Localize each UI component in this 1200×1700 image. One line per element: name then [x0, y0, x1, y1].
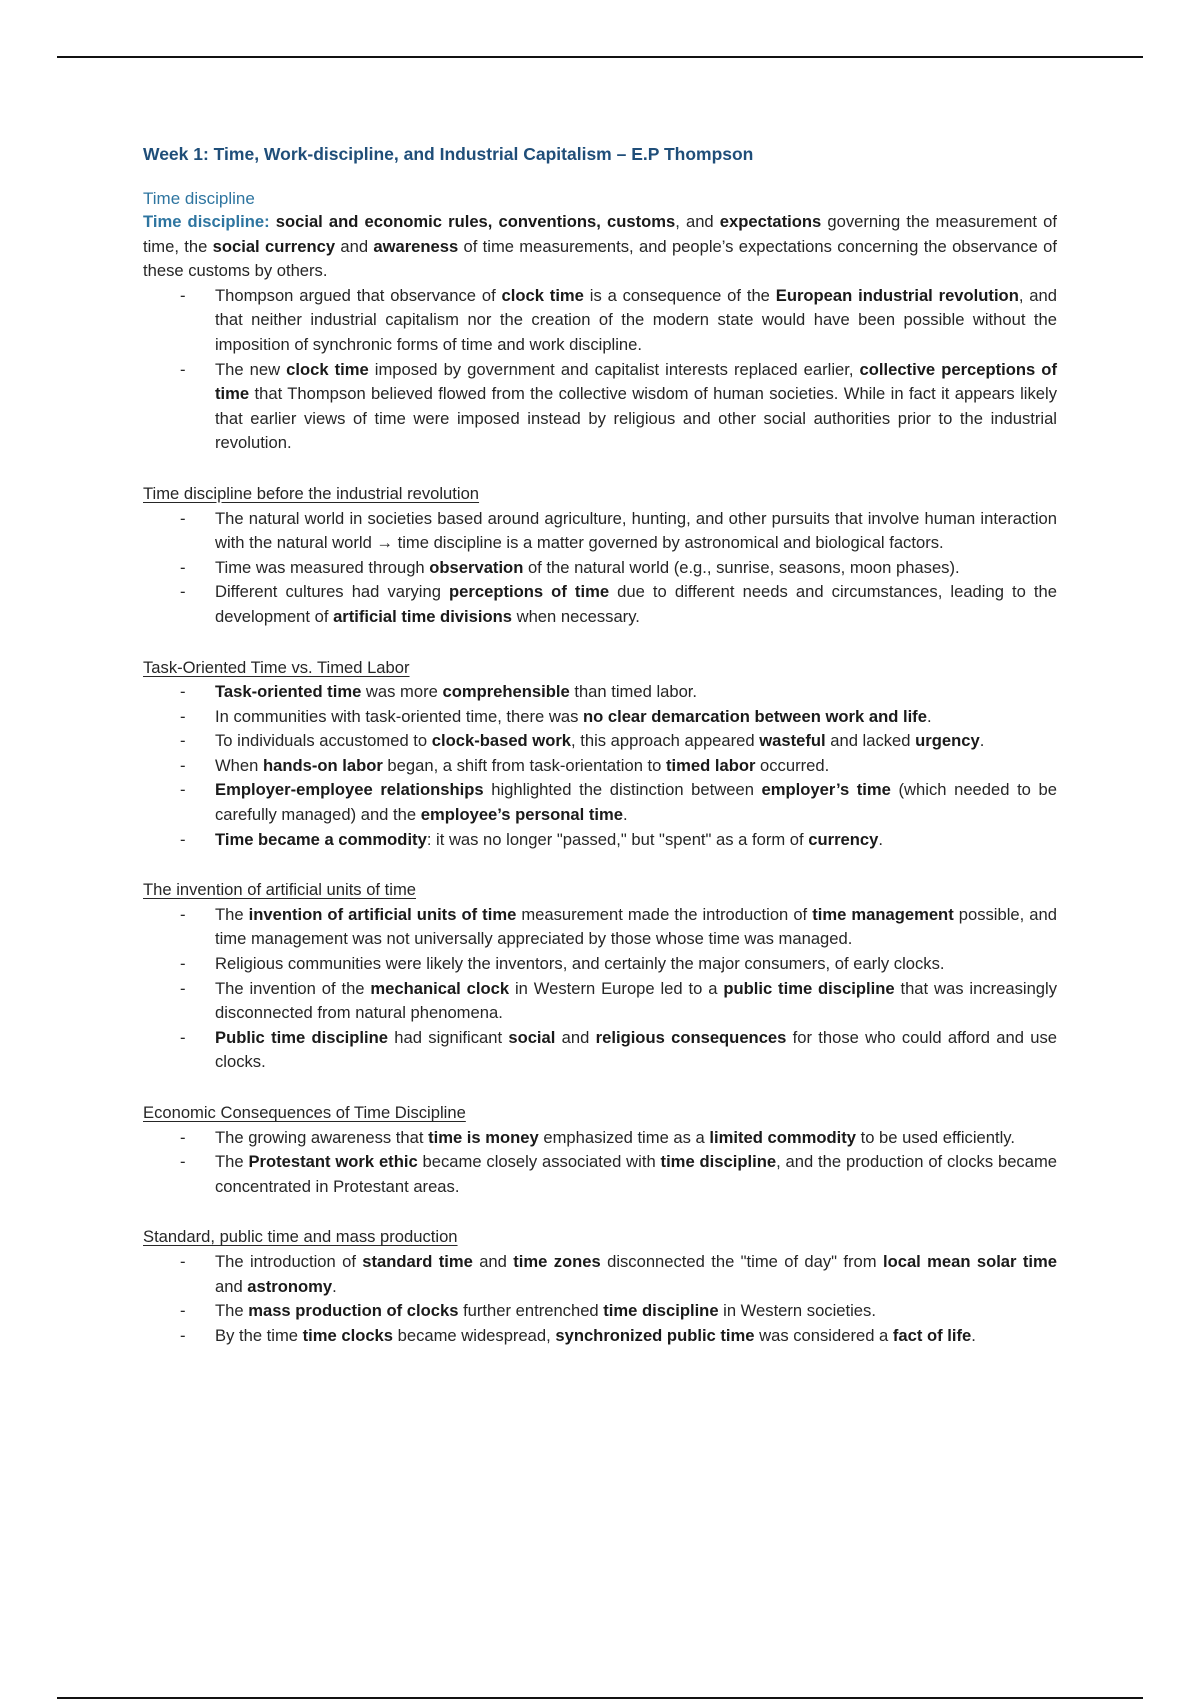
text-run: when necessary.	[511, 606, 640, 626]
text-run: in Western societies.	[718, 1301, 876, 1321]
text-run: When	[215, 755, 263, 775]
bold-term: urgency	[915, 731, 980, 751]
bold-term: artificial time divisions	[333, 606, 512, 626]
bold-term: employee’s personal time	[420, 805, 623, 825]
footer-rule	[57, 1697, 1143, 1699]
text-run: .	[878, 829, 883, 849]
bullet-list	[143, 284, 1057, 456]
text-run: .	[979, 731, 985, 751]
text-run: than timed labor.	[569, 682, 698, 702]
bullet-list	[143, 903, 1057, 1075]
text-run: was more	[361, 682, 443, 702]
bullet-list	[143, 507, 1057, 630]
text-run: , this approach appeared	[571, 731, 760, 751]
text-run: The	[215, 1152, 249, 1172]
bold-term: social and economic rules, conventions, customs	[275, 212, 676, 231]
bold-term: collective perceptions of time	[215, 359, 1057, 404]
list-item	[143, 952, 1057, 977]
text-run: By the time	[215, 1325, 303, 1345]
text-run: The	[215, 1301, 249, 1321]
text-run: In communities with task-oriented time, there was	[215, 706, 583, 726]
bold-term: time zones	[513, 1251, 601, 1271]
bold-term: awareness	[373, 236, 459, 256]
text-run: occurred.	[755, 755, 830, 775]
bold-term: fact of life	[892, 1325, 972, 1345]
text-run: governing the measurement of time, the	[143, 212, 1057, 256]
text-run: was considered a	[754, 1325, 893, 1345]
list-item	[143, 680, 1057, 705]
text-run: imposed by government and capitalist interests replaced earlier,	[368, 359, 860, 379]
text-run: .	[971, 1325, 976, 1345]
section-heading: The invention of artificial units of time	[143, 880, 417, 900]
list-item	[143, 556, 1057, 581]
text-run: The introduction of	[215, 1251, 363, 1271]
text-run: disconnected the "time of day" from	[600, 1251, 883, 1271]
bold-term: Public time discipline	[215, 1027, 389, 1047]
text-run: , and	[675, 212, 720, 231]
bold-term: social currency	[212, 236, 336, 256]
list-item	[143, 1324, 1057, 1349]
bold-term: Time became a commodity	[215, 829, 427, 849]
bold-term: mechanical clock	[370, 978, 510, 998]
text-run: and	[555, 1027, 596, 1047]
notes-section	[143, 1225, 1057, 1348]
section-subheading: Time discipline	[143, 189, 255, 208]
list-item	[143, 1026, 1057, 1075]
bold-term: Task-oriented time	[215, 682, 362, 702]
bullet-list	[143, 1250, 1057, 1348]
text-run: of time measurements, and people’s expectations concerning the observance of these customs by others.	[143, 236, 1057, 281]
bold-term: timed labor	[665, 755, 756, 775]
notes-section	[143, 284, 1057, 456]
bold-term: comprehensible	[442, 682, 570, 702]
notes-section	[143, 656, 1057, 853]
text-run: The invention of the	[215, 978, 371, 998]
bold-term: expectations	[719, 212, 822, 231]
document-title: Week 1: Time, Work-discipline, and Industrial Capitalism – E.P Thompson	[143, 144, 754, 164]
text-run: to be used efficiently.	[856, 1127, 1015, 1147]
bold-term: invention of artificial units of time	[248, 904, 517, 924]
bold-term: observation	[429, 557, 524, 577]
list-item	[143, 284, 1057, 358]
bold-term: employer’s time	[761, 780, 891, 800]
text-run: in Western Europe led to a	[509, 978, 724, 998]
text-run: of the natural world (e.g., sunrise, seasons, moon phases).	[523, 557, 960, 577]
text-run: .	[926, 706, 932, 726]
bold-term: mass production of clocks	[248, 1301, 459, 1321]
notes-section	[143, 878, 1057, 1075]
section-heading: Time discipline before the industrial revolution	[143, 483, 480, 503]
bold-term: local mean solar time	[882, 1251, 1057, 1271]
bold-term: time discipline	[603, 1301, 719, 1321]
list-item	[143, 903, 1057, 952]
bold-term: social	[508, 1027, 556, 1047]
text-run: began, a shift from task-orientation to	[382, 755, 666, 775]
bold-term: Employer-employee relationships	[215, 780, 484, 800]
list-item	[143, 977, 1057, 1026]
notes-section	[143, 482, 1057, 630]
text-run: The natural world in societies based around agriculture, hunting, and other pursuits that involve human interaction with the natural world → time discipline is a matter governed by astronomical and biological factors.	[215, 508, 1057, 553]
list-item	[143, 705, 1057, 730]
text-run: The growing awareness that	[215, 1127, 429, 1147]
bold-term: religious consequences	[595, 1027, 787, 1047]
text-run: Time was measured through	[215, 557, 430, 577]
text-run: for those who could afford and use clocks.	[215, 1027, 1057, 1072]
text-run: that was increasingly disconnected from natural phenomena.	[215, 978, 1058, 1023]
text-run: Different cultures had varying	[215, 582, 450, 602]
definition-term: Time discipline:	[143, 212, 270, 231]
text-run: .	[623, 805, 628, 825]
text-run: further entrenched	[458, 1301, 604, 1321]
bold-term: time discipline	[660, 1152, 777, 1172]
bold-term: currency	[808, 829, 879, 849]
text-run: : it was no longer "passed," but "spent" as a form of	[426, 829, 809, 849]
text-run: highlighted the distinction between	[483, 780, 762, 800]
document-body	[143, 142, 1057, 1348]
text-run: had significant	[388, 1027, 509, 1047]
text-run: that Thompson believed flowed from the collective wisdom of human societies. While in fact it appears likely that earlier views of time were imposed instead by religious and other social authorities prior to the industrial revolution.	[215, 384, 1057, 453]
text-run: possible, and time management was not universally appreciated by those whose time was managed.	[215, 904, 1057, 949]
notes-section	[143, 1101, 1057, 1199]
text-run: (which needed to be carefully managed) and the	[215, 780, 1057, 825]
bold-term: standard time	[362, 1251, 473, 1271]
bold-term: hands-on labor	[262, 755, 383, 775]
text-run: due to different needs and circumstances, leading to the development of	[215, 582, 1057, 626]
list-item	[143, 507, 1057, 556]
list-item	[143, 1250, 1057, 1299]
list-item	[143, 754, 1057, 779]
text-run: The	[215, 904, 249, 924]
bold-term: clock-based work	[431, 731, 572, 751]
text-run: , and that neither industrial capitalism nor the creation of the modern state would have been possible without the imposition of synchronic forms of time and work discipline.	[215, 285, 1057, 354]
text-run: became widespread,	[393, 1325, 556, 1345]
text-run: The new	[215, 359, 287, 379]
text-run: and lacked	[825, 731, 916, 751]
text-run: .	[332, 1276, 337, 1296]
text-run: and	[215, 1276, 248, 1296]
bullet-list	[143, 1126, 1057, 1200]
text-run: became closely associated with	[417, 1152, 661, 1172]
bold-term: perceptions of time	[449, 582, 610, 602]
bold-term: synchronized public time	[555, 1325, 755, 1345]
sections-container	[143, 284, 1057, 1349]
bold-term: no clear demarcation between work and life	[582, 706, 927, 726]
section-heading: Task-Oriented Time vs. Timed Labor	[143, 657, 410, 677]
bold-term: astronomy	[247, 1276, 333, 1296]
text-run: and	[335, 236, 374, 256]
bold-term: European industrial revolution	[775, 285, 1019, 305]
bold-term: limited commodity	[709, 1127, 856, 1147]
bold-term: clock time	[286, 359, 369, 379]
list-item	[143, 358, 1057, 456]
bold-term: Protestant work ethic	[248, 1152, 418, 1172]
section-heading: Economic Consequences of Time Discipline	[143, 1103, 466, 1122]
bullet-list	[143, 680, 1057, 852]
list-item	[143, 778, 1057, 827]
bold-term: wasteful	[759, 731, 826, 751]
definition-text	[143, 212, 1057, 280]
text-run: measurement made the introduction of	[516, 904, 813, 924]
list-item	[143, 1299, 1057, 1324]
bold-term: time management	[812, 904, 954, 924]
text-run: emphasized time as a	[538, 1127, 710, 1147]
bold-term: public time discipline	[723, 978, 895, 998]
text-run: is a consequence of the	[583, 285, 776, 305]
list-item	[143, 828, 1057, 853]
text-run: , and the production of clocks became concentrated in Protestant areas.	[215, 1152, 1057, 1196]
list-item	[143, 1126, 1057, 1151]
list-item	[143, 580, 1057, 629]
text-run: Religious communities were likely the inventors, and certainly the major consumers, of early clocks.	[215, 954, 945, 974]
definition-paragraph	[143, 210, 1057, 284]
text-run: Thompson argued that observance of	[215, 285, 502, 305]
text-run: To individuals accustomed to	[215, 731, 432, 751]
bold-term: clock time	[501, 285, 584, 305]
list-item	[143, 729, 1057, 754]
bold-term: time clocks	[302, 1325, 394, 1345]
list-item	[143, 1150, 1057, 1199]
bold-term: time is money	[428, 1127, 539, 1147]
section-heading: Standard, public time and mass production	[143, 1227, 458, 1247]
header-rule	[57, 56, 1143, 58]
text-run: and	[472, 1251, 514, 1271]
